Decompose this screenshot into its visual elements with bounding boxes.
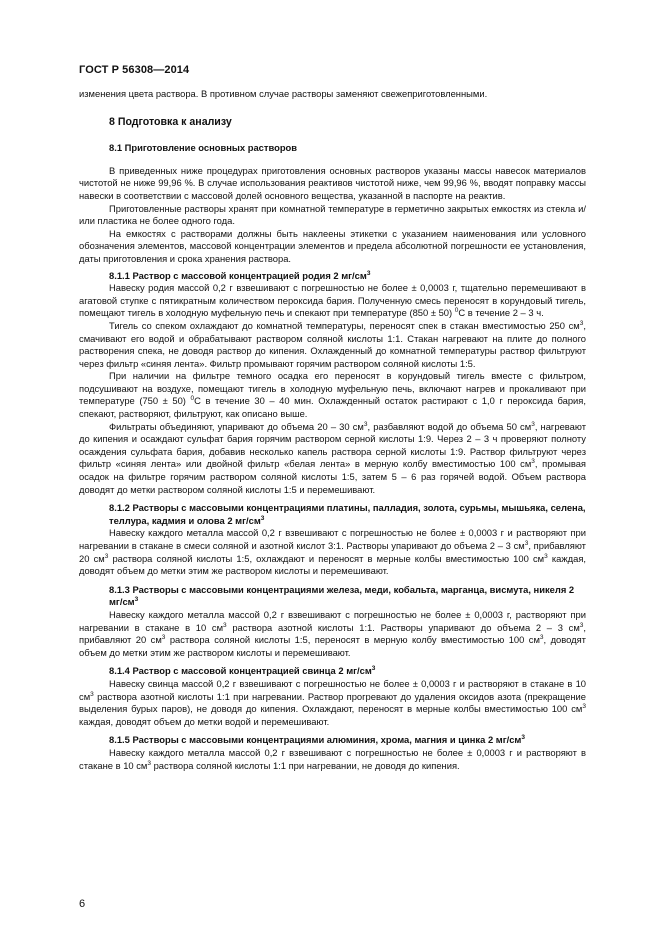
- paragraph-8-1-4: Навеску свинца массой 0,2 г взвешивают с погрешностью не более ± 0,0003 г и растворяют в стакане в 10 $см^3$ раствора азотной кислоты 1:1 при нагревании. Раствор прогревают до удаления оксидов азота (прекращение выделения бурых паров), не доводя до кипения. Охлаждают, переносят в мерные колбы вместимостью 100 $см^3$ каждая, доводят объем до метки водой и перемешивают.: [79, 677, 586, 727]
- paragraph-8-1-1-c: При наличии на фильтре темного осадка его переносят в корундовый тигель вместе с фильтром, подсушивают на воздухе, помещают тигель в холодную муфельную печь, включают нагрев и прокаливают при температуре (750 ± 50) $^0$С в течение 30 – 40 мин. Охлажденный остаток растирают с 1,0 г пероксида бария, спекают, растворяют, фильтруют, как описано выше.: [79, 370, 586, 420]
- paragraph-8-1-2: Навеску каждого металла массой 0,2 г взвешивают с погрешностью не более ± 0,0003 г и растворяют при нагревании в стакане в смеси соляной и азотной кислот 3:1. Растворы упаривают до объема 2 – 3 $см^3$, прибавляют 20 $см^3$ раствора соляной кислоты 1:5, охлаждают и переносят в мерные колбы вместимостью 100 $см^3$ каждая, доводят объем до метки этим же раствором кислоты и перемешивают.: [79, 527, 587, 577]
- heading-8-1-3: 8.1.3 Растворы с массовыми концентрациями железа, меди, кобальта, марганца, висмута, никеля 2 $мг/см^3$: [109, 583, 575, 608]
- standard-header: ГОСТ Р 56308—2014: [79, 64, 190, 76]
- heading-8-1-4: 8.1.4 Раствор с массовой концентрацией свинца 2 $мг/см^3$: [109, 665, 376, 677]
- paragraph-8-1-1-a: Навеску родия массой 0,2 г взвешивают с погрешностью не более ± 0,0003 г, тщательно перемешивают в агатовой ступке с пятикратным количеством пероксида бария. Полученную смесь переносят в корундовый тигель, помещают тигель в холодную муфельную печь и спекают при температуре (850 ± 50) $^0$С в течение 2 – 3 ч.: [79, 282, 586, 319]
- page-number: 6: [79, 898, 86, 910]
- paragraph-labels: На емкостях с растворами должны быть наклеены этикетки с указанием наименования или условного обозначения элементов, массовой концентрации элементов и предела абсолютной погрешности ее установления, даты приготовления и срока хранения раствора.: [79, 227, 586, 264]
- paragraph-purity: В приведенных ниже процедурах приготовления основных растворов указаны массы навесок материалов чистотой не ниже 99,96 %. В случае использования реактивов чистотой ниже, чем 99,96 %, вводят поправку массы навески в соответствии с массовой долей основного вещества, указанной в паспорте на реактив.: [79, 164, 586, 201]
- paragraph-8-1-1-b: Тигель со спеком охлаждают до комнатной температуры, переносят спек в стакан вместимостью 250 $см^3$, смачивают его водой и обрабатывают раствором соляной кислоты 1:1. Стакан нагревают на плите до полного растворения спека, не доводя раствор до кипения. Охлажденный до комнатной температуры раствор фильтруют через фильтр «синяя лента». Фильтр промывают горячим раствором соляной кислоты 1:5.: [79, 319, 586, 369]
- document-body: [79, 88, 586, 772]
- paragraph-8-1-3: Навеску каждого металла массой 0,2 г взвешивают с погрешностью не более ± 0,0003 г, растворяют при нагревании в стакане в 10 $см^3$ раствора азотной кислоты 1:1. Растворы упаривают до объема 2 – 3 $см^3$, прибавляют 20 $см^3$ раствора соляной кислоты 1:5, переносят в мерную колбу вместимостью 100 $см^3$, доводят объем до метки этим же раствором кислоты и перемешивают.: [79, 608, 587, 658]
- paragraph-storage: Приготовленные растворы хранят при комнатной температуре в герметично закрытых емкостях из стекла и/или пластика не более одного года.: [79, 202, 586, 227]
- intro-paragraph: изменения цвета раствора. В противном случае растворы заменяют свежеприготовленными.: [79, 88, 488, 99]
- paragraph-8-1-1-d: Фильтраты объединяют, упаривают до объема 20 – 30 $см^3$, разбавляют водой до объема 50 $см^3$, нагревают до кипения и осаждают сульфат бария горячим раствором серной кислоты 1:9. Через 2 – 3 ч проверяют полноту осаждения сульфата бария, добавив несколько капель раствора серной кислоты 1:9. Раствор фильтруют через фильтр «синяя лента» или двойной фильтр «белая лента» в мерную колбу вместимостью 100 $см^3$, промывая осадок на фильтре горячим раствором соляной кислоты 1:5, затем 5 – 6 раз горячей водой. Объем раствора доводят до метки раствором соляной кислоты 1:5 и перемешивают.: [79, 420, 586, 495]
- heading-8-1-5: 8.1.5 Растворы с массовыми концентрациями алюминия, хрома, магния и цинка 2 $мг/см^3$: [109, 734, 525, 746]
- subsection-title: 8.1 Приготовление основных растворов: [109, 142, 298, 154]
- heading-8-1-1: 8.1.1 Раствор с массовой концентрацией родия 2 $мг/см^3$: [109, 269, 371, 281]
- paragraph-8-1-5: Навеску каждого металла массой 0,2 г взвешивают с погрешностью не более ± 0,0003 г и растворяют в стакане в 10 $см^3$ раствора соляной кислоты 1:1 при нагревании, не доводя до кипения.: [79, 746, 586, 771]
- section-title: 8 Подготовка к анализу: [109, 115, 232, 128]
- heading-8-1-2: 8.1.2 Растворы с массовыми концентрациями платины, палладия, золота, сурьмы, мышьяка, селена, теллура, кадмия и олова 2 $мг/см^3$: [109, 502, 586, 526]
